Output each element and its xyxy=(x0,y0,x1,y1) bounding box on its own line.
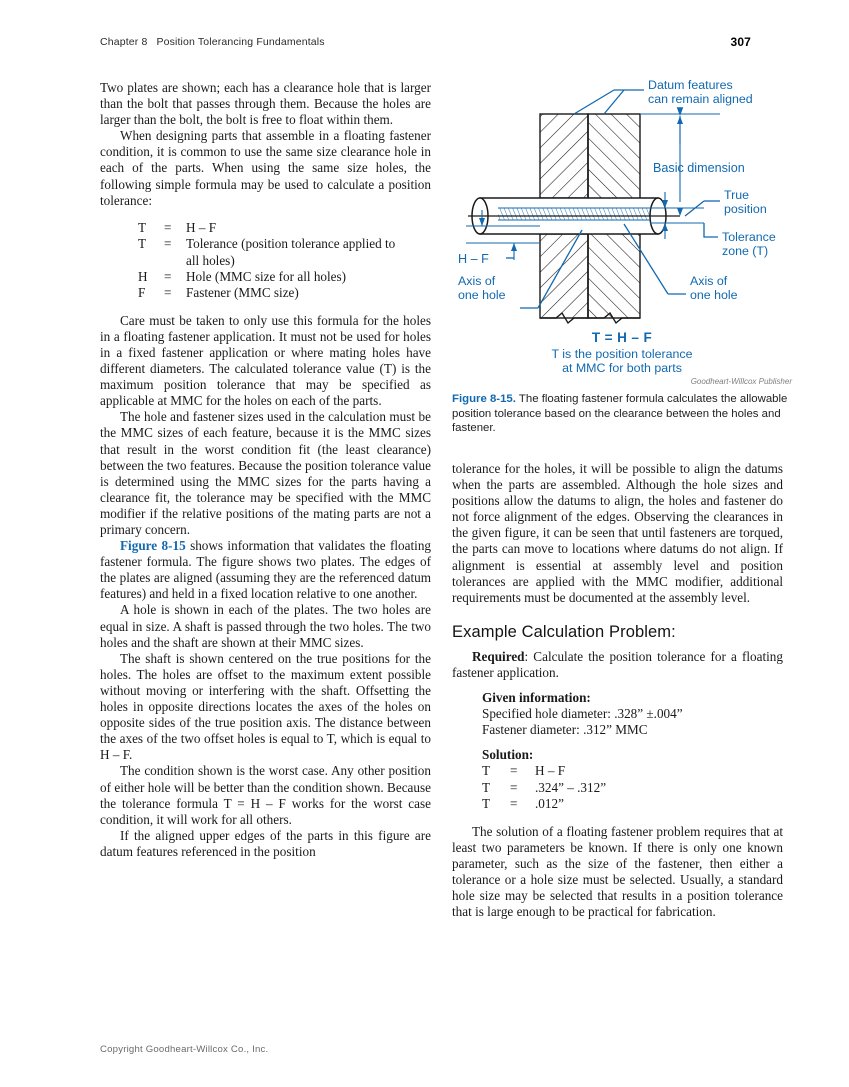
figure-formula-line1: T = H – F xyxy=(591,330,653,345)
solution-block xyxy=(452,747,783,811)
tolerance-formula-block xyxy=(100,220,431,302)
true-position-label-line1: True xyxy=(724,188,750,202)
formula-symbol: F xyxy=(138,285,146,301)
figure-caption xyxy=(452,392,789,436)
formula-symbol: T xyxy=(138,219,147,235)
formula-continuation: all holes) xyxy=(186,252,235,268)
axis-left-label-line1: Axis of xyxy=(458,274,496,288)
solution-equals: = xyxy=(510,779,518,795)
formula-symbol: T xyxy=(138,236,147,252)
formula-row xyxy=(138,236,431,252)
tolerance-zone-label-line1: Tolerance xyxy=(722,230,776,244)
paragraph-3: Care must be taken to only use this formula for the holes in a floating fastener application. It must not be used for holes in a fixed fastener application or where mating holes have different diameters. The calculated tolerance value (T) is the maximum position tolerance that may be specified as applicable at MMC for the holes on each of the parts. xyxy=(100,312,431,409)
solution-equals: = xyxy=(510,795,518,811)
formula-row xyxy=(138,220,431,236)
h-minus-f-label: H – F xyxy=(458,252,489,266)
running-head xyxy=(100,36,751,52)
formula-row xyxy=(138,285,431,301)
solution-symbol: T xyxy=(482,779,491,795)
given-fastener-diameter: Fastener diameter: .312” MMC xyxy=(482,722,648,738)
datum-features-label-line2: can remain aligned xyxy=(648,92,753,106)
paragraph-4: The hole and fastener sizes used in the calculation must be the MMC sizes of each feature, because it is the MMC sizes that result in the worst condition fit (the least clearance) between the two features. Because the position tolerance value is determined using the MMC sizes for the parts having a clearance fit, the tolerance may be specified with the MMC modifier if the relative positions of the mating parts are not a primary concern. xyxy=(100,409,431,537)
solution-value: H – F xyxy=(535,763,566,779)
figure-formula-line3: at MMC for both parts xyxy=(562,361,682,375)
formula-symbol: H xyxy=(138,268,148,284)
axis-right-label-line2: one hole xyxy=(690,288,738,302)
formula-value: Hole (MMC size for all holes) xyxy=(186,268,347,284)
solution-equals: = xyxy=(510,763,518,779)
paragraph-2: When designing parts that assemble in a floating fastener condition, it is common to use the same size clearance hole in each of the parts. When using the same size holes, the following simple formula may be used to calculate a position tolerance: xyxy=(100,128,431,208)
figure-cross-reference[interactable]: Figure 8-15 xyxy=(120,538,186,554)
formula-equals: = xyxy=(164,219,172,235)
formula-equals: = xyxy=(164,285,172,301)
axis-right-label-line1: Axis of xyxy=(690,274,728,288)
page-number: 307 xyxy=(730,35,751,49)
solution-value: .012” xyxy=(535,795,564,811)
solution-row xyxy=(482,780,783,796)
true-position-label-line2: position xyxy=(724,202,767,216)
required-label: Required xyxy=(472,648,525,664)
required-paragraph xyxy=(452,649,783,681)
solution-symbol: T xyxy=(482,763,491,779)
figure-caption-text: The floating fastener formula calculates the allowable position tolerance based on the clearance between the holes and fastener. xyxy=(452,393,788,435)
given-hole-diameter: Specified hole diameter: .328” ±.004” xyxy=(482,706,683,722)
paragraph-6: A hole is shown in each of the plates. The two holes are equal in size. A shaft is passed through the two holes. The two holes and the shaft are shown at their MMC sizes. xyxy=(100,602,431,650)
solution-row xyxy=(482,763,783,779)
required-text: : Calculate the position tolerance for a floating fastener application. xyxy=(452,648,783,680)
paragraph-1: Two plates are shown; each has a clearance hole that is larger than the bolt that passes through them. Because the holes are larger than the bolt, the bolt is free to float within them. xyxy=(100,80,431,128)
solution-symbol: T xyxy=(482,795,491,811)
section-heading-example-calculation: Example Calculation Problem: xyxy=(452,622,676,641)
solution-row xyxy=(482,796,783,812)
solution-label: Solution: xyxy=(482,747,534,763)
right-paragraph-1: tolerance for the holes, it will be possible to align the datums when the parts are assembled. Although the hole sizes and positions allow the datums to align, the holes and fastener do not force alignment of the edges. Observing the clearances in the given figure, it can be seen that until fasteners are torqued, the parts can move to locations where datums do not align. If alignment is essential at assembly level and position tolerances are applied with the MMC modifier, additional requirements must be documented at the assembly level. xyxy=(452,461,783,605)
chapter-number: Chapter 8 xyxy=(100,36,148,48)
chapter-title: Position Tolerancing Fundamentals xyxy=(156,36,325,48)
figure-caption-label: Figure 8-15. xyxy=(452,393,516,405)
paragraph-5-text: shows information that validates the floating fastener formula. The figure shows two plates. The edges of the plates are aligned (assuming they are the referenced datum features) and held in a fixed location relative to one another. xyxy=(100,538,432,602)
paragraph-5 xyxy=(100,538,431,602)
datum-features-label-line1: Datum features xyxy=(648,80,733,92)
paragraph-8: The condition shown is the worst case. Any other position of either hole will be better than the condition shown. Because the tolerance formula T = H – F works for the worst case condition, it will work for all others. xyxy=(100,763,431,827)
formula-value: Tolerance (position tolerance applied to xyxy=(186,236,396,252)
paragraph-9: If the aligned upper edges of the parts in this figure are datum features referenced in the position xyxy=(100,827,431,859)
formula-equals: = xyxy=(164,236,172,252)
given-label: Given information: xyxy=(482,690,591,706)
formula-row xyxy=(138,269,431,285)
formula-value: H – F xyxy=(186,219,217,235)
basic-dimension-label: Basic dimension xyxy=(653,161,745,175)
paragraph-7: The shaft is shown centered on the true positions for the holes. The holes are offset to the maximum extent possible without moving or interfering with the shaft. Offsetting the holes in opposite directions locates the axes of the holes on opposite sides of the true position axis. The distance between the axes of the two offset holes is equal to T, which is equal to H – F. xyxy=(100,650,431,763)
axis-left-label-line2: one hole xyxy=(458,288,506,302)
given-information-block xyxy=(452,690,783,738)
figure-formula-block xyxy=(452,330,792,375)
formula-equals: = xyxy=(164,268,172,284)
formula-value: Fastener (MMC size) xyxy=(186,285,299,301)
left-column xyxy=(100,80,431,860)
figure-formula-line2: T is the position tolerance xyxy=(551,347,693,361)
publisher-credit: Goodheart-Willcox Publisher xyxy=(690,377,792,386)
tolerance-zone-label-line2: zone (T) xyxy=(722,244,769,258)
right-column xyxy=(452,461,783,920)
solution-value: .324” – .312” xyxy=(535,779,607,795)
right-paragraph-last: The solution of a floating fastener problem requires that at least two parameters be known. If there is only one known parameter, such as the size of the fastener, then either a tolerance or a hole size must be selected. Usually, a standard hole size may be selected that results in a position tolerance that is large enough to be practical for fabrication. xyxy=(452,823,783,920)
copyright-footer: Copyright Goodheart-Willcox Co., Inc. xyxy=(100,1044,269,1055)
